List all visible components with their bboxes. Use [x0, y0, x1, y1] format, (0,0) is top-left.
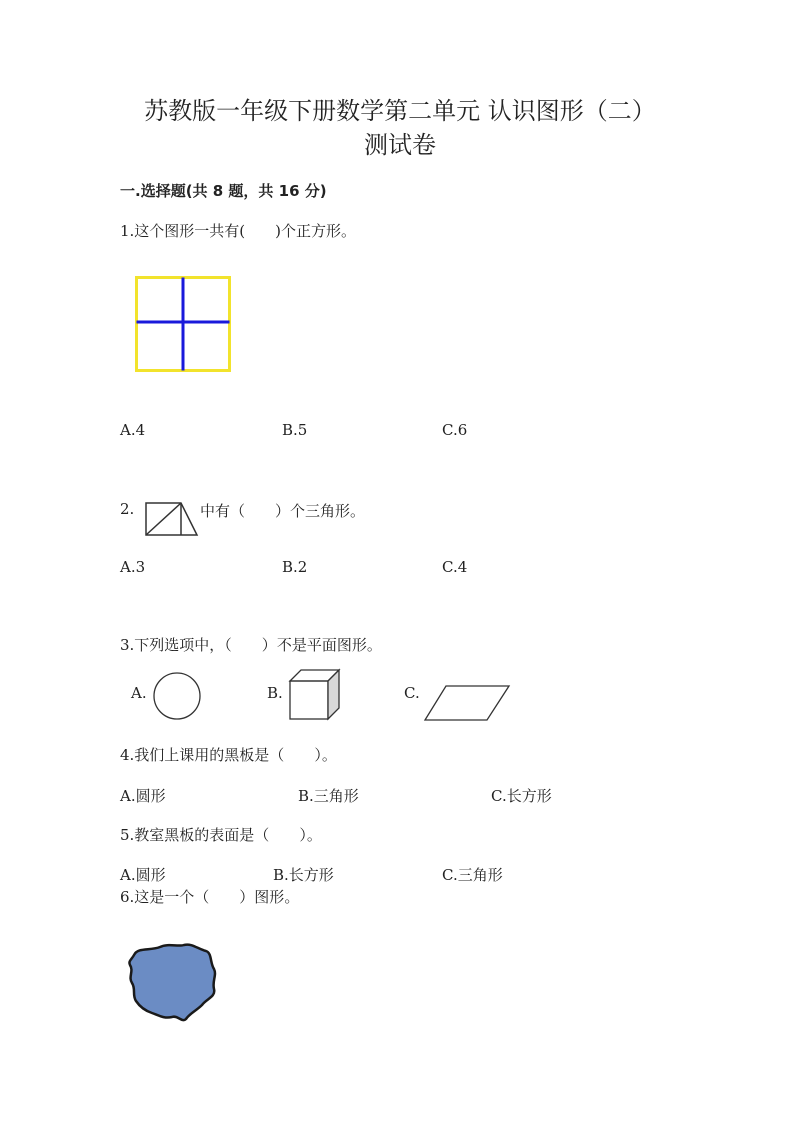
question-3-text: 3.下列选项中，（ ）不是平面图形。	[120, 636, 382, 654]
q3-option-a[interactable]: A.	[131, 684, 147, 702]
section-heading: 一.选择题(共 8 题，共 16 分)	[120, 182, 327, 200]
q1-option-c[interactable]: C.6	[442, 421, 468, 439]
question-2-number: 2.	[120, 500, 135, 518]
question-6-text: 6.这是一个（ ）图形。	[120, 888, 300, 906]
page-subtitle: 测试卷	[364, 131, 436, 159]
question-2-text: 中有（ ）个三角形。	[200, 502, 366, 520]
q5-option-a[interactable]: A.圆形	[120, 866, 166, 884]
q1-option-a[interactable]: A.4	[120, 421, 146, 439]
page-title: 苏教版一年级下册数学第二单元 认识图形（二）	[144, 97, 656, 125]
q5-option-b[interactable]: B.长方形	[273, 866, 334, 884]
parallelogram-figure	[424, 685, 510, 721]
question-4-text: 4.我们上课用的黑板是（ ）。	[120, 746, 337, 764]
triangle-figure	[143, 501, 199, 537]
question-5-text: 5.教室黑板的表面是（ ）。	[120, 826, 322, 844]
q3-option-b[interactable]: B.	[267, 684, 283, 702]
q4-option-b[interactable]: B.三角形	[298, 787, 359, 805]
circle-figure	[153, 671, 201, 721]
q4-option-a[interactable]: A.圆形	[120, 787, 166, 805]
q4-option-c[interactable]: C.长方形	[491, 787, 552, 805]
q2-option-a[interactable]: A.3	[120, 558, 146, 576]
q1-option-b[interactable]: B.5	[282, 421, 308, 439]
q5-option-c[interactable]: C.三角形	[442, 866, 503, 884]
question-1-text: 1.这个图形一共有( )个正方形。	[120, 222, 357, 240]
q3-option-c[interactable]: C.	[404, 684, 420, 702]
q2-option-b[interactable]: B.2	[282, 558, 308, 576]
cube-figure	[289, 669, 341, 721]
square-grid-figure	[135, 276, 231, 372]
irregular-blob-figure	[126, 941, 218, 1023]
q2-option-c[interactable]: C.4	[442, 558, 468, 576]
